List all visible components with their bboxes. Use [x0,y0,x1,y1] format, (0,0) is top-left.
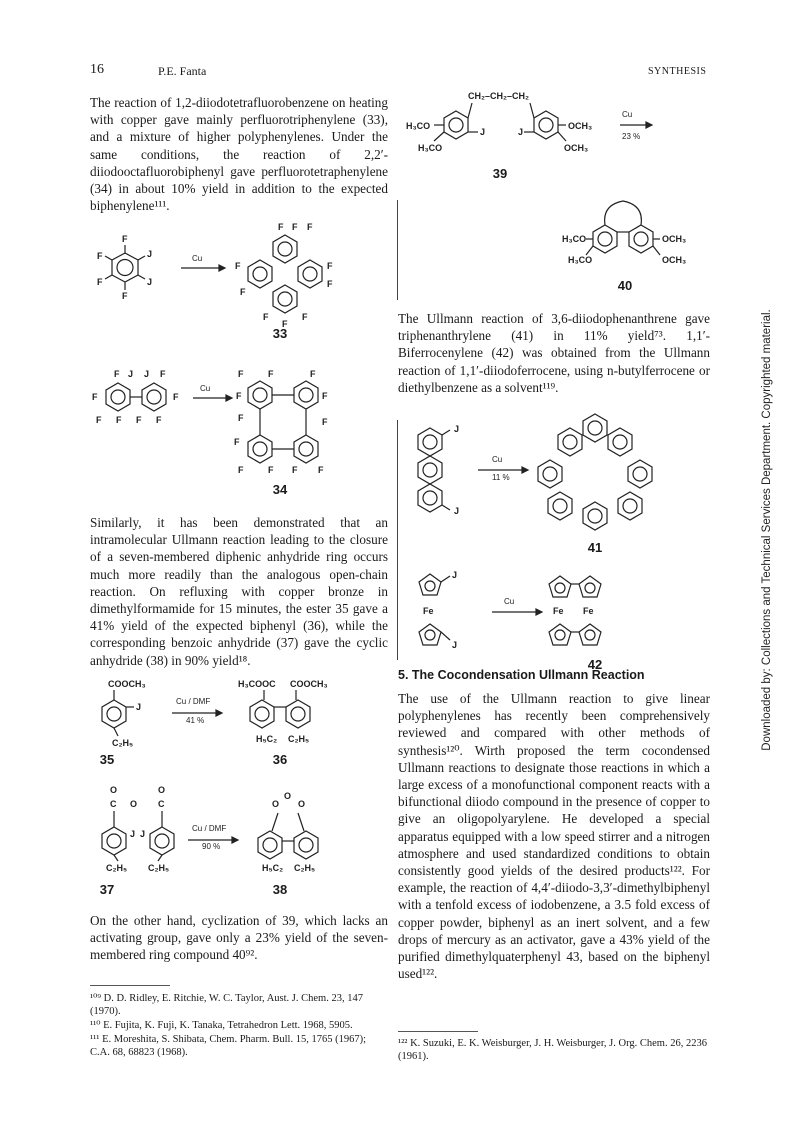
s37-label-o1: O [110,785,118,795]
s37-label-ethyl1: C₂H₅ [106,863,128,873]
s34-label-f20: F [318,465,324,475]
s34-label-f3: F [92,392,98,402]
compound-label-35: 35 [99,752,115,767]
s38-label-ethyl1: H₅C₂ [262,863,284,873]
s36-label-ethyl2: C₂H₅ [288,734,310,744]
s34-label-j1: J [128,369,134,379]
s34-label-f1: F [114,369,120,379]
s39-label-meo2: H₃CO [418,143,443,153]
s34-label-f8: F [156,415,162,425]
compound-label-33: 33 [272,326,288,341]
s41-label-j2: J [454,506,460,516]
footnotes-left [90,992,388,1060]
s39-label-j2: J [518,127,524,137]
s34-label-f13: F [322,391,328,401]
journal-name: SYNTHESIS [648,66,707,77]
s39-label-ome2: OCH₃ [564,143,589,153]
s37-label-c2: C [158,799,165,809]
s34-label-f11: F [310,369,316,379]
s34-label-f18: F [268,465,274,475]
compound-label-42: 42 [587,657,603,672]
s37-label-ethyl2: C₂H₅ [148,863,170,873]
s34-reagent: Cu [200,384,211,393]
s33-label-f11: F [240,287,246,297]
s37-label-o3: O [130,799,138,809]
s37-label-j2: J [140,829,146,839]
s40-label-ome2: OCH₃ [662,255,687,265]
left-para-1: The reaction of 1,2-diiodotetrafluorobenzene on heating with copper gave mainly perfluorotriphenylene (33), and a mixture of higher polyphenylenes. Under the same conditions, the reaction of 2,2′-diiodooctafluorobiphenyl gave perfluorotetraphenylene (34) in about 10% yield in addition to the expected biphenylene¹¹¹. [90,95,388,214]
s34-label-f5: F [96,415,102,425]
s37-label-j1: J [130,829,136,839]
s33-label-f10: F [327,279,333,289]
footnote-rule-left [90,985,170,986]
s38-label-o3: O [298,799,306,809]
compound-label-40: 40 [617,278,633,293]
footnote-rule-right [398,1031,478,1032]
footnote-109: ¹⁰⁹ D. D. Ridley, E. Ritchie, W. C. Taylor, Aust. J. Chem. 23, 147 (1970). [90,993,363,1017]
s37-label-o2: O [158,785,166,795]
s34-label-f14: F [238,413,244,423]
left-para-2: Similarly, it has been demonstrated that an intramolecular Ullmann reaction leading to the closure of a seven-membered diphenic anhydride ring occurs much more readily than the analogous open-chain reaction. On refluxing with copper bronze in dimethylformamide for 15 minutes, the ester 35 gave a 41% yield of the expected biphenyl (36), while the corresponding benzoic anhydride (37) gave the cyclic anhydride (38) in 90% yield¹⁸. [90,515,388,668]
compound-label-36: 36 [272,752,288,767]
s33-label-f12: F [263,312,269,322]
s34-label-f17: F [238,465,244,475]
s34-label-f19: F [292,465,298,475]
scheme-39-graphic [398,85,718,165]
s34-label-f2: F [160,369,166,379]
compound-label-41: 41 [587,540,603,555]
s39-label-j1: J [480,127,486,137]
s40-label-meo2: H₃CO [568,255,593,265]
s38-label-ethyl2: C₂H₅ [294,863,316,873]
download-sidebar [757,100,777,960]
s38-label-o1: O [272,799,280,809]
footnotes-right [398,1037,710,1064]
page-number: 16 [90,62,104,77]
s33-label-f5: F [278,222,284,232]
compound-label-34: 34 [272,482,288,497]
s41-yield: 11 % [492,473,510,482]
s33-label-f3: F [97,277,103,287]
download-notice: Downloaded by: Collections and Technical Services Department. Copyrighted material. [761,309,773,751]
s36-label-ethyl1: H₅C₂ [256,734,278,744]
s42-label-j1: J [452,570,458,580]
s34-label-f12: F [236,391,242,401]
s33-label-f7: F [307,222,313,232]
s37-label-c1: C [110,799,117,809]
scheme-41-graphic [400,410,700,535]
footnote-110: ¹¹⁰ E. Fujita, K. Fuji, K. Tanaka, Tetrahedron Lett. 1968, 5905. [90,1020,353,1031]
s42-label-j2: J [452,640,458,650]
s41-reagent: Cu [492,455,503,464]
s39-yield: 23 % [622,132,641,141]
scheme-33-graphic [95,215,385,340]
s37-yield: 90 % [202,842,221,851]
running-author: P.E. Fanta [158,64,207,78]
footnote-122: ¹²² K. Suzuki, E. K. Weisburger, J. H. Weisburger, J. Org. Chem. 26, 2236 (1961). [398,1038,707,1062]
scheme-42-graphic [400,568,700,653]
s39-label-chain: CH₂–CH₂–CH₂ [468,91,530,101]
s33-label-j2: J [147,277,153,287]
s33-reagent: Cu [192,254,203,263]
s34-label-f7: F [136,415,142,425]
s33-label-f8: F [235,261,241,271]
compound-label-39: 39 [492,166,508,181]
s34-label-f6: F [116,415,122,425]
compound-label-37: 37 [99,882,115,897]
s34-label-f4: F [173,392,179,402]
section-heading: 5. The Cocondensation Ullmann Reaction [398,668,645,682]
s36-label-ester2: COOCH₃ [290,679,328,689]
s34-label-f9: F [238,369,244,379]
s35-label-j: J [136,702,142,712]
s35-label-ester: COOCH₃ [108,679,146,689]
s38-label-o2: O [284,791,292,801]
s41-label-j1: J [454,424,460,434]
s33-label-f14: F [282,319,288,329]
s33-label-f4: F [122,291,128,301]
s35-yield: 41 % [186,716,205,725]
s33-label-f6: F [292,222,298,232]
s33-label-f1: F [122,234,128,244]
s33-label-f13: F [302,312,308,322]
scheme-divider-lower [397,420,398,660]
s33-label-j1: J [147,249,153,259]
scheme-37-38-graphic [92,785,387,880]
compound-label-38: 38 [272,882,288,897]
scheme-divider-upper [397,200,398,300]
s39-reagent: Cu [622,110,633,119]
s33-label-f9: F [327,261,333,271]
s39-label-meo1: H₃CO [406,121,431,131]
s36-label-ester1: H₃COOC [238,679,276,689]
s40-label-ome1: OCH₃ [662,234,687,244]
s34-label-j2: J [144,369,150,379]
s39-label-ome1: OCH₃ [568,121,593,131]
s34-label-f10: F [268,369,274,379]
right-para-2: The use of the Ullmann reaction to give linear polyphenylenes has recently been comprehensively reviewed and compared with other methods of synthesis¹²⁰. Wirth proposed the term cocondensed Ullmann reactions to designate those reactions in which a large excess of a monofunctional component reacts with a bifunctional diiodo compound in the presence of copper to give an oligopolyarylene. He developed a special apparatus equipped with a low speed stirrer and a nitrogen atmosphere and used standardized conditions to obtain consistently good yields of the desired products¹²². For example, the reaction of 4,4′-diiodo-3,3′-dimethylbiphenyl with a tenfold excess of iodobenzene, a 3.5 fold excess of copper powder, biphenyl as an inert solvent, and a few drops of mercury as an activator, gave a 43% yield of the purified dimethylquaterphenyl 43, based on the biphenyl used¹²². [398,691,710,982]
right-para-1: The Ullmann reaction of 3,6-diiodophenanthrene gave triphenanthrylene (41) in 11% yield⁷³. 1,1′-Biferrocenylene (42) was obtained from the Ullmann reaction of 1,1′-diiodoferrocene, using n-butylferrocene or diethylbenzene as a solvent¹¹⁹. [398,311,710,395]
s35-label-ethyl: C₂H₅ [112,738,134,748]
footnote-111: ¹¹¹ E. Moreshita, S. Shibata, Chem. Pharm. Bull. 15, 1765 (1967); C.A. 68, 68823 (1968). [90,1034,367,1058]
s35-reagent: Cu / DMF [176,697,211,706]
scheme-34-graphic [88,365,388,477]
s34-label-f15: F [322,417,328,427]
s42-label-fe: Fe [423,606,434,616]
s42-label-fe3: Fe [583,606,594,616]
s33-label-f2: F [97,251,103,261]
scheme-35-36-graphic [92,678,387,760]
s42-label-fe2: Fe [553,606,564,616]
s40-label-meo1: H₃CO [562,234,587,244]
s42-reagent: Cu [504,597,515,606]
s37-reagent: Cu / DMF [192,824,227,833]
scheme-40-graphic [540,195,720,275]
s34-label-f16: F [234,437,240,447]
left-para-3: On the other hand, cyclization of 39, which lacks an activating group, gave only a 23% yield of the seven-membered ring compound 40⁹². [90,913,388,963]
